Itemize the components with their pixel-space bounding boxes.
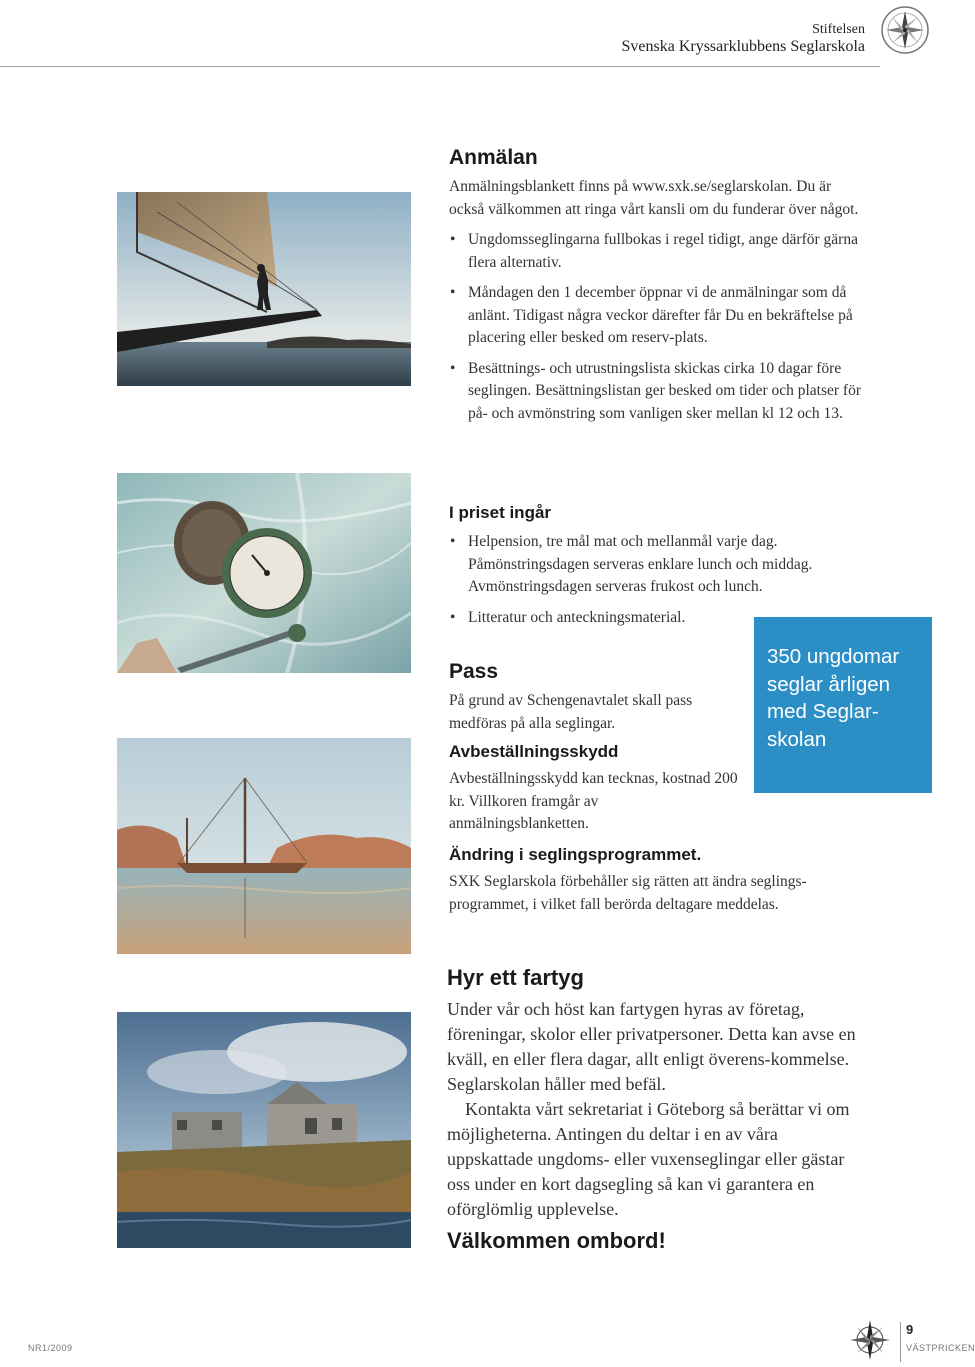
instrument-dial-photo [117,473,411,673]
andring-section [449,845,869,916]
anmalan-bullet: • Besättnings- och utrustningslista skickas cirka 10 dagar före seglingen. Besättningslistan ger besked om tider och platser för på- och avmönstring som vanligen sker mellan kl 12 och 13. [449,358,869,426]
hyr-paragraph-1: Under vår och höst kan fartygen hyras av företag, föreningar, skolor eller privatpersoner. Detta kan avse en kväll, en eller flera dagar, allt enligt överens-kommelse. Seglarskolan håller med befäl. [447,999,856,1094]
header-org-name: Svenska Kryssarklubbens Seglarskola [621,38,865,55]
pass-text: På grund av Schengenavtalet skall pass medföras på alla seglingar. [449,692,693,732]
priset-bullet: • Litteratur och anteckningsmaterial. [449,607,869,630]
header-divider [0,66,880,67]
anmalan-bullet: • Ungdomsseglingarna fullbokas i regel tidigt, ange därför gärna flera alternativ. [449,229,869,274]
compass-rose-icon [848,1318,892,1362]
compass-rose-seal-icon [880,5,930,55]
footer-issue: NR1/2009 [28,1343,73,1353]
welcome-heading: Välkommen ombord! [447,1228,666,1253]
hyr-heading: Hyr ett fartyg [447,965,584,990]
header-org-small: Stiftelsen [812,22,865,37]
highlight-callout-box [754,617,932,793]
priset-section [449,503,869,629]
andring-text: SXK Seglarskola förbehåller sig rätten att ändra seglings-programmet, i vilket fall berörda deltagare meddelas. [449,873,807,913]
anmalan-bullet: • Måndagen den 1 december öppnar vi de anmälningar som då anlänt. Tidigast några veckor därefter får Du en bekräftelse på placering eller besked om reserv-plats. [449,282,869,350]
stone-ruin-photo [117,1012,411,1248]
hyr-section [447,965,867,1254]
anmalan-section [449,146,869,425]
pass-heading: Pass [449,660,499,683]
footer-divider [900,1322,901,1362]
avbestallning-heading: Avbeställningsskydd [449,742,619,761]
avbestallning-section [449,742,739,836]
boat-shore-photo [117,738,411,954]
pass-section [449,660,739,735]
hyr-paragraph-2: Kontakta vårt sekretariat i Göteborg så berättar vi om möjligheterna. Antingen du deltar i en av våra uppskattade ungdoms- eller vuxenseglingar eller gästar oss under en kort dagsegling så kan vi garantera en oförglömlig upplevelse. [447,1099,850,1219]
avbestallning-text: Avbeställningsskydd kan tecknas, kostnad 200 kr. Villkoren framgår av anmälningsblanketten. [449,770,738,832]
anmalan-intro: Anmälningsblankett finns på www.sxk.se/seglarskolan. Du är också välkommen att ringa vårt kansli om du funderar över något. [449,178,859,218]
andring-heading: Ändring i seglingsprogrammet. [449,845,702,864]
page-number: 9 [906,1322,914,1337]
priset-heading: I priset ingår [449,503,552,522]
callout-text: 350 ungdomar seglar årligen med Seglar-skolan [767,645,900,751]
anmalan-heading: Anmälan [449,146,538,169]
sailing-bow-photo [117,192,411,386]
priset-bullet: • Helpension, tre mål mat och mellanmål varje dag. Påmönstringsdagen serveras enklare lunch och middag. Avmönstringsdagen serveras frukost och lunch. [449,531,853,599]
footer-magazine-name: VÄSTPRICKEN [906,1343,975,1353]
